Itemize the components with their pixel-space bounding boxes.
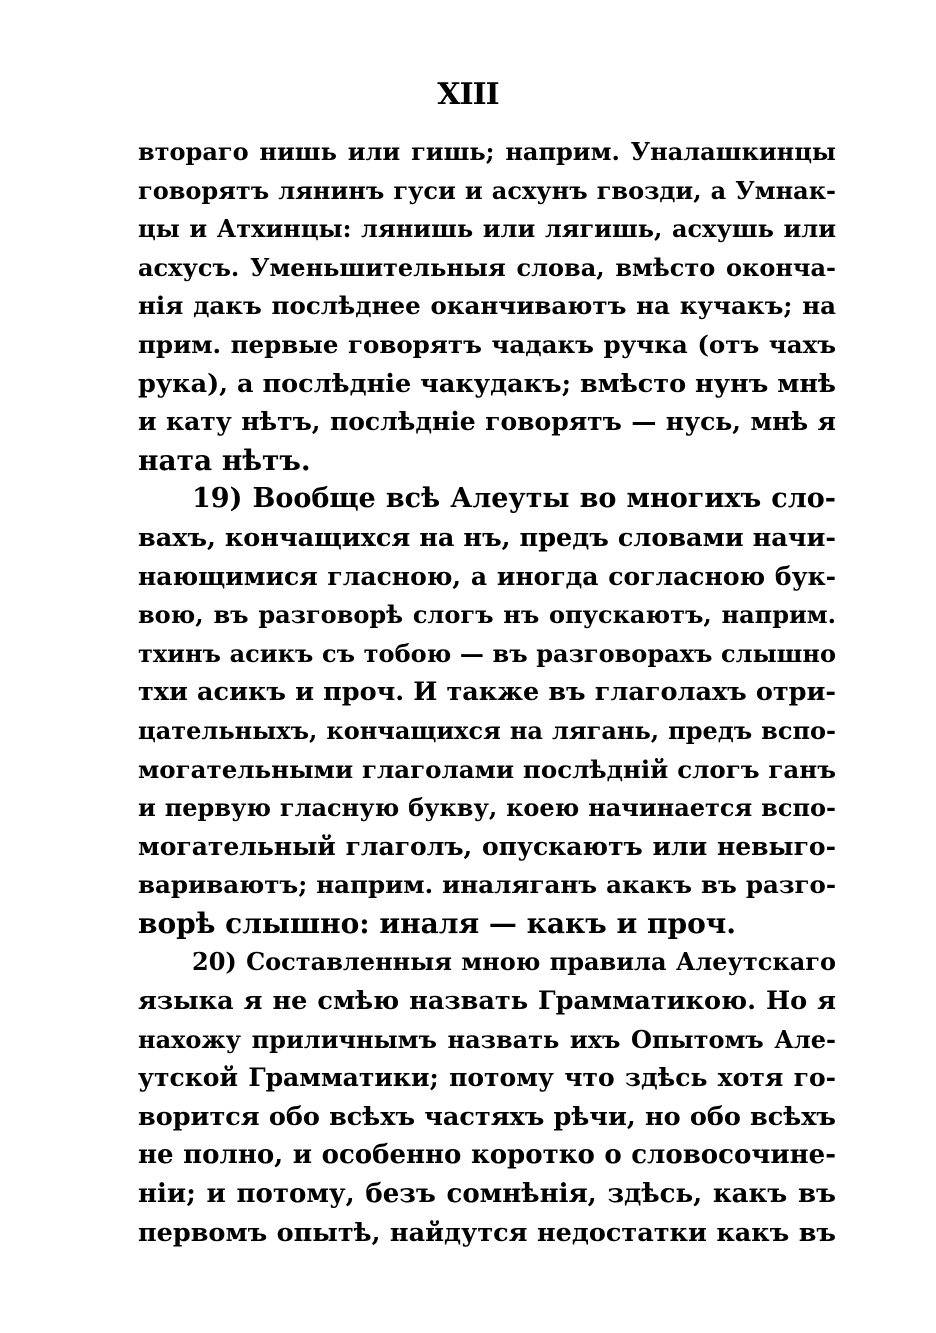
text-line: говорятъ лянинъ гуси и асхунъ гвозди, а Умнак- [138,175,836,205]
text-line: 19) Вообще всѣ Алеуты во многихъ сло- [192,483,836,515]
text-line: и первую гласную букву, коею начинается вспо- [138,793,836,823]
body-text [138,133,836,1252]
page-number: XIII [437,77,499,112]
text-line: не полно, и особенно коротко о словосочине- [138,1140,836,1171]
text-line: 20) Составленныя мною правила Алеутскаго [192,947,836,977]
text-line: тхинъ асикъ съ тобою — въ разговорахъ слышно [138,638,836,668]
text-line: рука), а послѣдніе чакудакъ; вмѣсто нунъ мнѣ [138,368,836,399]
text-line: вариваютъ; наприм. иналяганъ акакъ въ разго- [138,870,836,900]
text-line: нія дакъ послѣднее оканчиваютъ на кучакъ; на [138,291,836,321]
text-line: нахожу приличнымъ назвать ихъ Опытомъ Але- [138,1024,836,1054]
text-line: втораго нишь или гишь; наприм. Уналашкинцы [138,137,836,166]
text-line: языка я не смѣю назвать Грамматикою. Но я [138,986,836,1017]
text-line: могательными глаголами послѣдній слогъ ганъ [138,754,836,784]
text-line: ніи; и потому, безъ сомнѣнія, здѣсь, какъ въ [138,1179,836,1210]
text-line: вахъ, кончащихся на нъ, предъ словами начи- [138,522,836,553]
text-line: тхи асикъ и проч. И также въ глаголахъ отри- [138,677,836,708]
paragraph-1 [138,133,836,480]
text-line: цы и Атхинцы: лянишь или лягишь, асхушь или [138,214,836,244]
text-line: асхусъ. Уменьшительныя слова, вмѣсто оконча- [138,252,836,282]
paragraph-19 [138,480,836,943]
text-line: вою, въ разговорѣ слогъ нъ опускаютъ, наприм. [138,600,836,630]
text-line: ворѣ слышно: иналя — какъ и проч. [138,906,736,940]
paragraph-20 [138,943,836,1252]
text-line: цательныхъ, кончащихся на лягань, предъ вспо- [138,715,836,745]
text-line: прим. первые говорятъ чадакъ ручка (отъ чахъ [138,329,836,359]
text-line: ворится обо всѣхъ частяхъ рѣчи, но обо всѣхъ [138,1101,836,1132]
text-line: утской Грамматики; потому что здѣсь хотя го- [138,1063,836,1093]
text-line: первомъ опытѣ, найдутся недостатки какъ въ [138,1217,836,1248]
text-line: могательный глаголъ, опускаютъ или невыго- [138,831,836,861]
text-line: ната нѣтъ. [138,443,311,477]
text-line: нающимися гласною, а иногда согласною бук- [138,561,836,591]
text-line: и кату нѣтъ, послѣдніе говорятъ — нусь, мнѣ я [138,407,836,437]
